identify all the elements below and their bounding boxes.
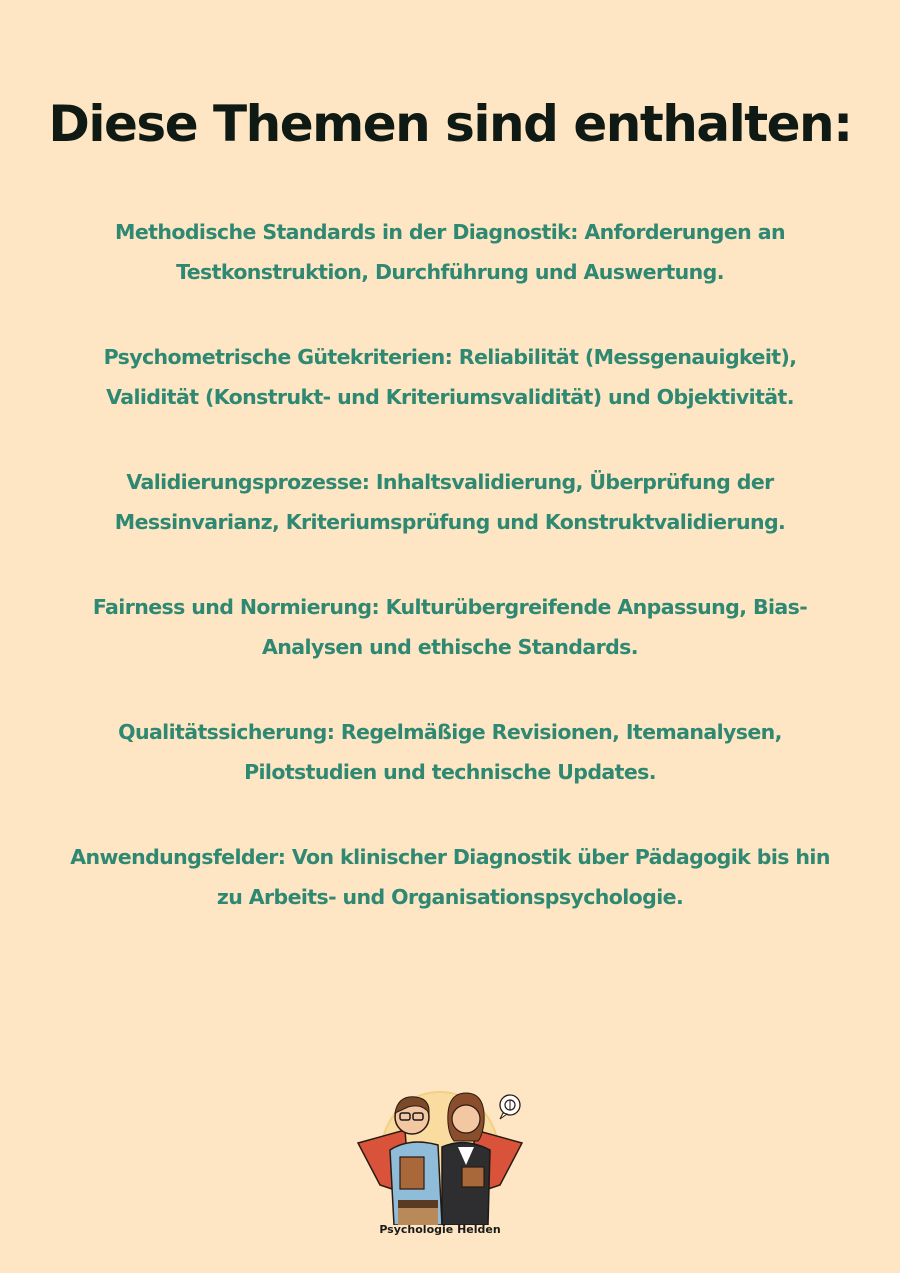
superhero-psychologists-icon [350, 1075, 530, 1225]
brand-logo [350, 1075, 550, 1250]
topic-item: Psychometrische Gütekriterien: Reliabilität (Messgenauigkeit), Validität (Konstrukt- und Kriteriumsvalidität) und Objektivität. [103, 345, 797, 409]
topic-item: Qualitätssicherung: Regelmäßige Revisionen, Itemanalysen, Pilotstudien und technische Updates. [118, 720, 782, 784]
topic-list [60, 212, 840, 962]
logo-caption: Psychologie Helden [379, 1223, 501, 1236]
topic-item: Anwendungsfelder: Von klinischer Diagnostik über Pädagogik bis hin zu Arbeits- und Organisationspsychologie. [70, 845, 830, 909]
topic-item: Validierungsprozesse: Inhaltsvalidierung, Überprüfung der Messinvarianz, Kriteriumsprüfung und Konstruktvalidierung. [114, 470, 786, 534]
topic-item: Methodische Standards in der Diagnostik: Anforderungen an Testkonstruktion, Durchführung und Auswertung. [115, 220, 785, 284]
page-title: Diese Themen sind enthalten: [48, 95, 852, 153]
topic-item: Fairness und Normierung: Kulturübergreifende Anpassung, Bias-Analysen und ethische Standards. [92, 595, 808, 659]
